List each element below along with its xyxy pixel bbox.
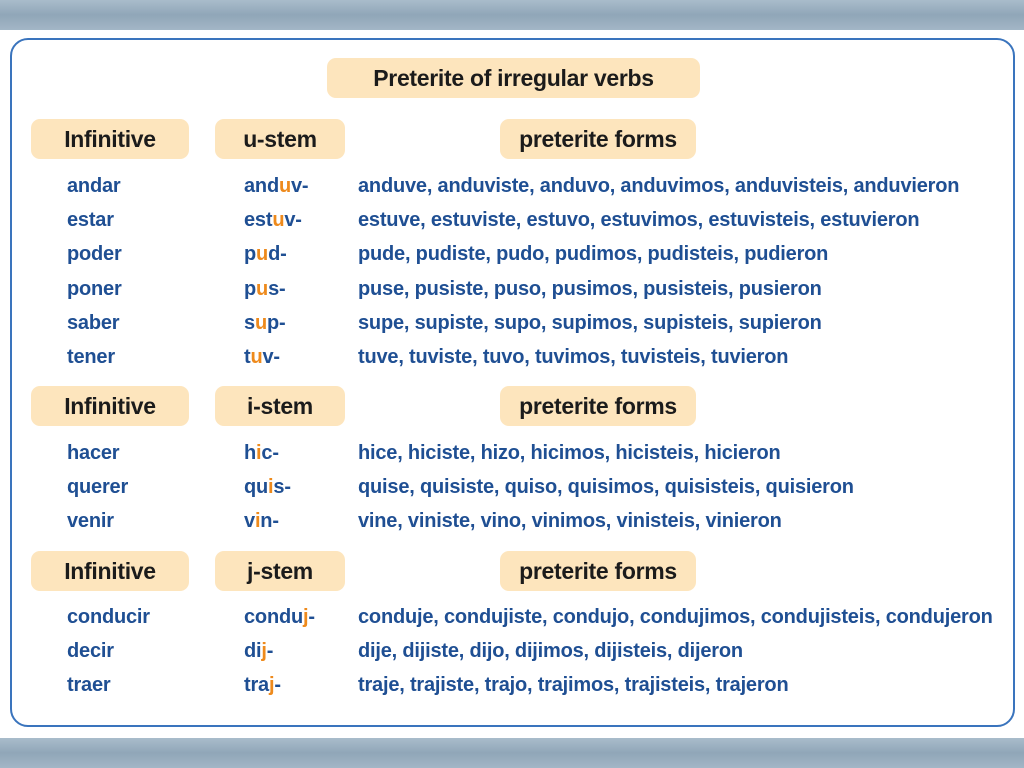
forms-cell: anduve, anduviste, anduvo, anduvimos, anduvisteis, anduvieron: [358, 175, 960, 197]
header-infinitive: Infinitive: [31, 119, 189, 159]
stem-cell: quis-: [244, 476, 291, 498]
forms-cell: supe, supiste, supo, supimos, supisteis, supieron: [358, 312, 822, 334]
stem-cell: tuv-: [244, 346, 280, 368]
infinitive-cell: andar: [67, 175, 121, 197]
header-stem: j-stem: [215, 551, 345, 591]
forms-cell: traje, trajiste, trajo, trajimos, trajisteis, trajeron: [358, 674, 789, 696]
header-preterite-forms: preterite forms: [500, 386, 696, 426]
stem-cell: conduj-: [244, 606, 315, 628]
stem-cell: hic-: [244, 442, 279, 464]
forms-cell: puse, pusiste, puso, pusimos, pusisteis, pusieron: [358, 278, 822, 300]
infinitive-cell: saber: [67, 312, 120, 334]
forms-cell: pude, pudiste, pudo, pudimos, pudisteis, pudieron: [358, 243, 829, 265]
infinitive-cell: poder: [67, 243, 122, 265]
infinitive-cell: decir: [67, 640, 114, 662]
bottom-decorative-band: [0, 738, 1024, 768]
forms-cell: quise, quisiste, quiso, quisimos, quisisteis, quisieron: [358, 476, 854, 498]
infinitive-cell: estar: [67, 209, 114, 231]
header-infinitive: Infinitive: [31, 386, 189, 426]
header-preterite-forms: preterite forms: [500, 551, 696, 591]
forms-cell: conduje, condujiste, condujo, condujimos, condujisteis, condujeron: [358, 606, 993, 628]
stem-cell: pus-: [244, 278, 286, 300]
header-preterite-forms: preterite forms: [500, 119, 696, 159]
stem-cell: estuv-: [244, 209, 302, 231]
infinitive-cell: hacer: [67, 442, 120, 464]
forms-cell: tuve, tuviste, tuvo, tuvimos, tuvisteis, tuvieron: [358, 346, 789, 368]
infinitive-cell: traer: [67, 674, 111, 696]
stem-cell: pud-: [244, 243, 287, 265]
forms-cell: dije, dijiste, dijo, dijimos, dijisteis, dijeron: [358, 640, 743, 662]
header-stem: i-stem: [215, 386, 345, 426]
stem-cell: vin-: [244, 510, 279, 532]
top-decorative-band: [0, 0, 1024, 30]
infinitive-cell: querer: [67, 476, 129, 498]
infinitive-cell: tener: [67, 346, 115, 368]
forms-cell: hice, hiciste, hizo, hicimos, hicisteis, hicieron: [358, 442, 781, 464]
stem-cell: dij-: [244, 640, 274, 662]
forms-cell: vine, viniste, vino, vinimos, vinisteis, vinieron: [358, 510, 782, 532]
stem-cell: traj-: [244, 674, 281, 696]
forms-cell: estuve, estuviste, estuvo, estuvimos, estuvisteis, estuvieron: [358, 209, 920, 231]
infinitive-cell: conducir: [67, 606, 150, 628]
stem-cell: sup-: [244, 312, 286, 334]
infinitive-cell: poner: [67, 278, 122, 300]
stem-cell: anduv-: [244, 175, 309, 197]
header-infinitive: Infinitive: [31, 551, 189, 591]
infinitive-cell: venir: [67, 510, 114, 532]
page-title: Preterite of irregular verbs: [327, 58, 700, 98]
header-stem: u-stem: [215, 119, 345, 159]
